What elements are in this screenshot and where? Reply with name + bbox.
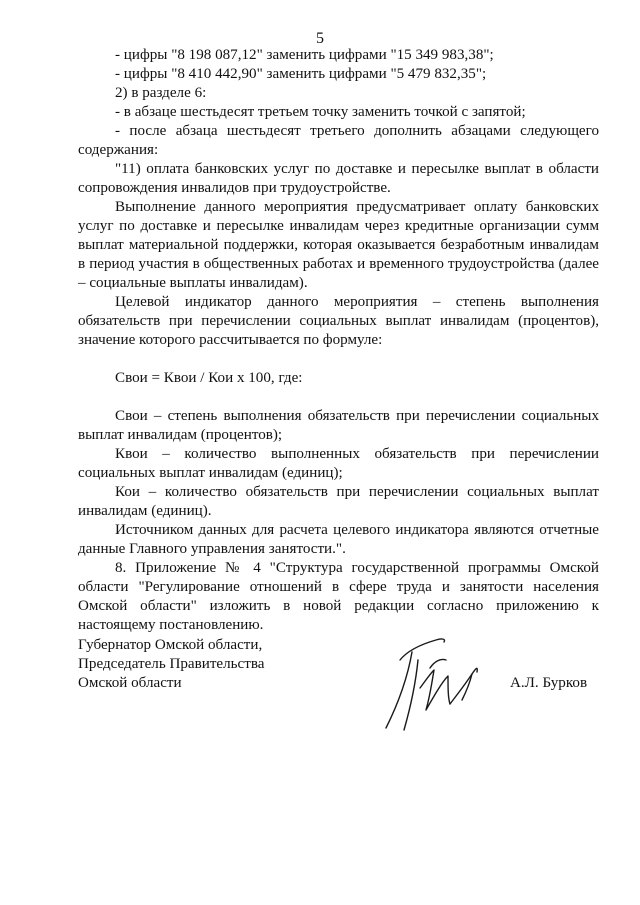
paragraph-replace-figures-2: - цифры "8 410 442,90" заменить цифрами "5 479 832,35"; — [115, 66, 487, 82]
paragraph-item-11: "11) оплата банковских услуг по доставке и пересылке выплат в области сопровождения инвалидов при трудоустройстве. — [78, 161, 599, 196]
signatory-title — [78, 636, 328, 693]
paragraph-appendix-4: 8. Приложение № 4 "Структура государственной программы Омской области "Регулирование отношений в сфере труда и занятости населения Омской области" изложить в новой редакции согласно приложению к настоящему постановлению. — [78, 560, 599, 633]
page-number: 5 — [316, 30, 324, 47]
document-body — [78, 46, 599, 635]
paragraph-replace-figures-1: - цифры "8 198 087,12" заменить цифрами "15 349 983,38"; — [115, 47, 494, 63]
formula-line: Свои = Квои / Кои х 100, где: — [115, 370, 303, 386]
paragraph-section-6: 2) в разделе 6: — [115, 85, 207, 101]
signatory-title-line: Председатель Правительства — [78, 656, 265, 672]
paragraph-data-source: Источником данных для расчета целевого индикатора являются отчетные данные Главного управления занятости.". — [78, 522, 599, 557]
definition-koi: Кои – количество обязательств при перечислении социальных выплат инвалидам (единиц). — [78, 484, 599, 519]
handwritten-signature — [360, 630, 500, 735]
paragraph-replace-period: - в абзаце шестьдесят третьем точку заменить точкой с запятой; — [115, 104, 526, 120]
signatory-title-line: Омской области — [78, 675, 182, 691]
paragraph-measure-description: Выполнение данного мероприятия предусматривает оплату банковских услуг по доставке и пересылке инвалидам через кредитные организации сумм выплат материальной поддержки, которая оказывается безработным инвалидам в период участия в общественных работах и временного трудоустройства (далее – социальные выплаты инвалидам). — [78, 199, 599, 291]
definition-kvoi: Квои – количество выполненных обязательств при перечислении социальных выплат инвалидам (единиц); — [78, 446, 599, 481]
paragraph-add-after: - после абзаца шестьдесят третьего дополнить абзацами следующего содержания: — [78, 123, 599, 158]
paragraph-target-indicator: Целевой индикатор данного мероприятия – степень выполнения обязательств при перечислении социальных выплат инвалидам (процентов), значение которого рассчитывается по формуле: — [78, 294, 599, 348]
definition-svoi: Свои – степень выполнения обязательств при перечислении социальных выплат инвалидам (процентов); — [78, 408, 599, 443]
signatory-title-line: Губернатор Омской области, — [78, 637, 263, 653]
signatory-name: А.Л. Бурков — [510, 675, 588, 691]
